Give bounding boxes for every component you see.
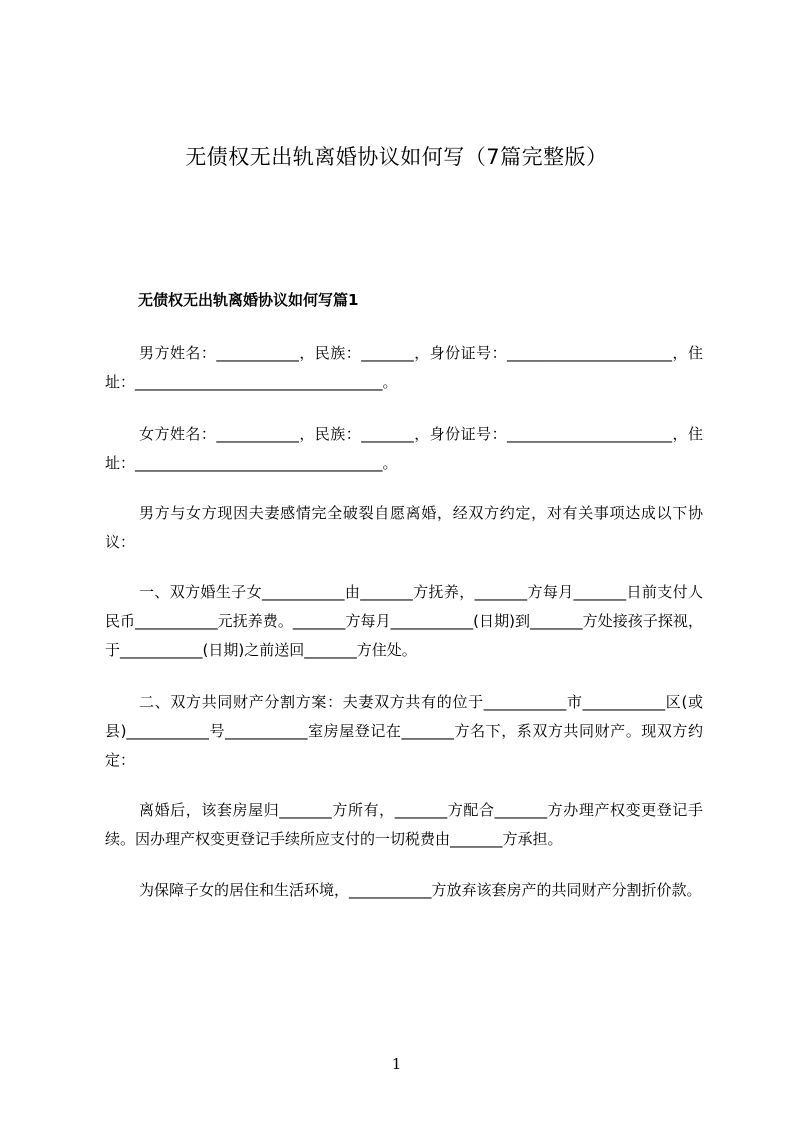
paragraph-waiver: 为保障子女的居住和生活环境，___________方放弃该套房产的共同财产分割折价款。: [139, 881, 702, 899]
paragraph-child-custody: 一、双方婚生子女___________由_______方抚养，_______方每月_______日前支付人民币___________元抚养费。_______方每月___________(日期)到_______方处接孩子探视，于___________(日期)之前送回_______方住处。: [105, 583, 703, 659]
paragraph-property-division: 二、双方共同财产分割方案：夫妻双方共有的位于___________市___________区(或县)___________号___________室房屋登记在_______方名下，系双方共同财产。现双方约定：: [105, 693, 703, 769]
paragraph-male-info: 男方姓名：___________，民族：_______，身份证号：______________________，住址：_________________________________。: [105, 344, 703, 391]
paragraph-female-info: 女方姓名：___________，民族：_______，身份证号：______________________，住址：_________________________________。: [105, 425, 703, 472]
section-heading: 无债权无出轨离婚协议如何写篇1: [138, 291, 359, 309]
document-title: 无债权无出轨离婚协议如何写（7篇完整版）: [185, 145, 608, 169]
paragraph-intro: 男方与女方现因夫妻感情完全破裂自愿离婚，经双方约定，对有关事项达成以下协议：: [105, 504, 703, 551]
paragraph-house-ownership: 离婚后，该套房屋归_______方所有，_______方配合_______方办理产权变更登记手续。因办理产权变更登记手续所应支付的一切税费由_______方承担。: [105, 801, 703, 848]
page-number: 1: [391, 1055, 402, 1073]
